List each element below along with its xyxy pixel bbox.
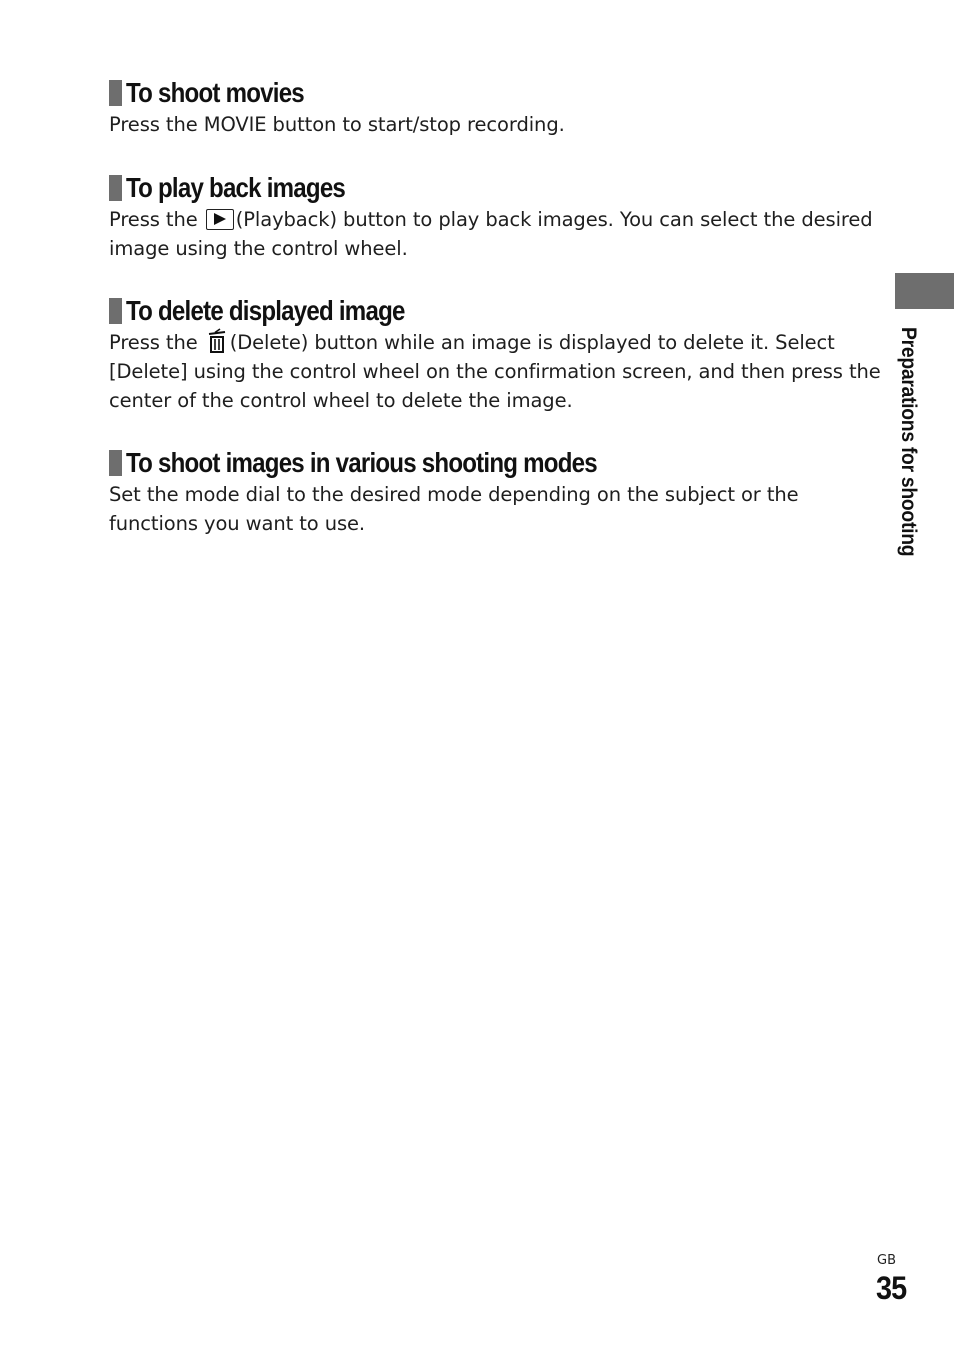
section-body: Set the mode dial to the desired mode depending on the subject or the functions you want to use. [109, 483, 799, 535]
heading-text: To shoot movies [126, 77, 304, 108]
heading-text: To play back images [126, 172, 346, 203]
section-heading [109, 78, 884, 108]
body-text-after: (Playback) button to play back images. You can select the desired image using the control wheel. [109, 208, 873, 260]
section-heading [109, 448, 884, 478]
section-delete-image [109, 296, 884, 415]
section-heading [109, 296, 884, 326]
region-code: GB [877, 1253, 896, 1268]
heading-text: To delete displayed image [126, 295, 405, 326]
heading-marker [109, 175, 122, 201]
section-body [109, 328, 884, 415]
body-text-after: (Delete) button while an image is displayed to delete it. Select [Delete] using the control wheel on the confirmation screen, and then press the center of the control wheel to delete the image. [109, 331, 881, 412]
section-shooting-modes [109, 448, 884, 538]
page-number: 35 [876, 1270, 907, 1306]
body-text-before: Press the [109, 331, 198, 354]
body-text-before: Press the [109, 208, 198, 231]
section-body [109, 205, 884, 263]
heading-marker [109, 450, 122, 476]
heading-text: To shoot images in various shooting modes [126, 447, 597, 478]
section-body: Press the MOVIE button to start/stop recording. [109, 113, 565, 136]
trash-icon [206, 328, 228, 354]
heading-marker [109, 298, 122, 324]
playback-icon [206, 209, 234, 230]
chapter-label-text: Preparations for shooting [897, 327, 920, 557]
section-shoot-movies [109, 78, 884, 139]
section-heading [109, 173, 884, 203]
chapter-label [896, 327, 926, 597]
heading-marker [109, 80, 122, 106]
chapter-tab [895, 273, 954, 309]
section-play-back [109, 173, 884, 263]
